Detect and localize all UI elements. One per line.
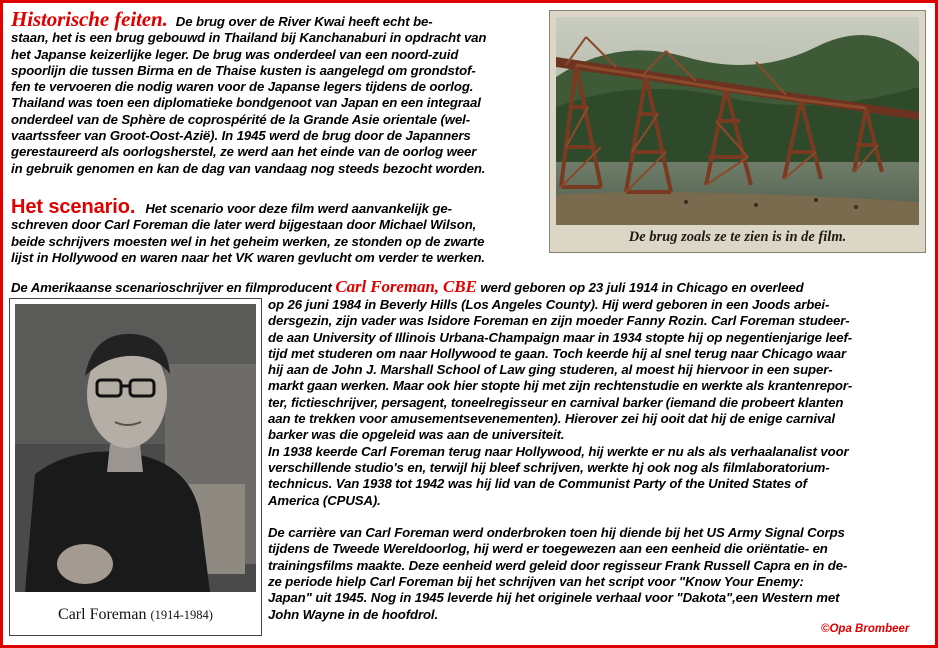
section1-line: staan, het is een brug gebouwd in Thailand bij Kanchanaburi in opdracht van xyxy=(11,30,487,46)
bio-line: De carrière van Carl Foreman werd onderbroken toen hij diende bij het US Army Signal Corps xyxy=(268,525,845,541)
bio-line: Japan" uit 1945. Nog in 1945 leverde hij het originele verhaal voor "Dakota",een Western met xyxy=(268,590,840,606)
section1-line: fen te vervoeren die nodig waren voor de Japanse legers tijdens de oorlog. xyxy=(11,79,474,95)
portrait-photo xyxy=(9,298,262,636)
heading-het-scenario: Het scenario. xyxy=(11,196,136,218)
intro-before: De Amerikaanse scenarioschrijver en filmproducent xyxy=(11,280,336,295)
bridge-caption: De brug zoals ze te zien is in de film. xyxy=(628,229,847,245)
section1-line: De brug over de River Kwai heeft echt be- xyxy=(175,14,433,29)
intro-after: werd geboren op 23 juli 1914 in Chicago en overleed xyxy=(476,280,804,295)
section-historical-facts xyxy=(11,7,546,177)
section2-line: beide schrijvers moesten wel in het geheim werken, ze stonden op de zwarte xyxy=(11,233,485,249)
bio-line: tijdens de Tweede Wereldoorlog, hij werd er toegewezen aan een eenheid die oriëntatie- en xyxy=(268,541,828,557)
portrait-caption xyxy=(15,599,256,631)
section1-line: gerestaureerd als oorlogsherstel, ze werd aan het einde van de oorlog weer xyxy=(11,144,477,160)
section2-line: schreven door Carl Foreman die later werd bijgestaan door Michael Wilson, xyxy=(11,217,477,233)
bio-line: verschillende studio's en, terwijl hij bleef schrijven, werkte hj ook nog als filmlaboratorium- xyxy=(268,459,830,475)
bio-line: hij aan de John J. Marshall School of Law ging studeren, al moest hij hiervoor in een super- xyxy=(268,362,833,378)
bio-line: markt gaan werken. Maar ook hier stopte hij met zijn rechtenstudie en werkte als krantenrepor- xyxy=(268,378,853,394)
bio-line: op 26 juni 1984 in Beverly Hills (Los Angeles County). Hij werd geboren in een Joods arbei- xyxy=(268,297,830,312)
section2-line: Het scenario voor deze film werd aanvankelijk ge- xyxy=(145,201,452,216)
bio-line: ze periode hielp Carl Foreman bij het schrijven van het script voor "Know Your Enemy: xyxy=(268,574,804,590)
section2-line: lijst in Hollywood en waren naar het VK waren gevlucht om verder te werken. xyxy=(11,249,485,265)
biography-text xyxy=(268,297,928,623)
signature: ©Opa Brombeer xyxy=(821,623,910,635)
section1-line: vaartssfeer van Groot-Oost-Azië). In 1945 werd de brug door de Japanners xyxy=(11,128,471,144)
section1-line: onderdeel van de Sphère de coprospérité de la Grande Asie orientale (wel- xyxy=(11,111,471,127)
section1-line: in gebruik genomen en kan de dag van vandaag nog steeds bezocht worden. xyxy=(11,160,486,176)
intro-line xyxy=(11,279,926,296)
section1-line: Thailand was toen een diplomatieke bondgenoot van Japan en een integraal xyxy=(11,95,481,111)
bio-line: technicus. Van 1938 tot 1942 was hij lid van de Communist Party of the United States of xyxy=(268,476,807,492)
heading-historische-feiten: Historische feiten. xyxy=(11,7,168,31)
bio-line: trainingsfilms maakte. Deze eenheid werd geleid door regisseur Frank Russell Capra en in de- xyxy=(268,557,848,573)
bio-line: ter, fictieschrijver, persagent, toneelregisseur en carnival barker (iemand die probeert klanten xyxy=(268,394,844,410)
portrait-image xyxy=(15,304,256,592)
bio-line: tijd met studeren om naar Hollywood te gaan. Toch keerde hij al snel terug naar Chicago waar xyxy=(268,345,847,361)
bio-line: dersgezin, zijn vader was Isidore Foreman en zijn moeder Fanny Rozin. Carl Foreman studeer- xyxy=(268,313,850,329)
bio-line: In 1938 keerde Carl Foreman terug naar Hollywood, hij werkte er nu als als verhaalanalist voor xyxy=(268,443,849,459)
name-carl-foreman: Carl Foreman, CBE xyxy=(335,277,477,296)
bio-line: aan te trekken voor amusementsevenementen). Hierover zei hij ooit dat hij de enige carnival xyxy=(268,411,835,427)
bio-line: de aan University of Illinois Urbana-Champaign maar in 1934 stopte hij op negentienjarige leef- xyxy=(268,329,853,345)
portrait-caption-name: Carl Foreman xyxy=(58,606,147,623)
section1-line: het Japanse keizerlijke leger. De brug was onderdeel van een noord-zuid xyxy=(11,46,459,62)
bio-line: barker was die opgeleid was aan de universiteit. xyxy=(268,427,565,443)
section-scenario xyxy=(11,196,551,266)
bio-line: John Wayne in de hoofdrol. xyxy=(268,606,439,622)
bio-line: America (CPUSA). xyxy=(268,492,381,508)
bio-blank-line xyxy=(268,509,928,525)
section1-line: spoorlijn die tussen Birma en de Thaise kusten is aangelegd om grondstof- xyxy=(11,62,476,78)
bridge-image xyxy=(556,17,919,225)
bridge-photo xyxy=(549,10,926,253)
portrait-caption-years: (1914-1984) xyxy=(150,608,213,622)
